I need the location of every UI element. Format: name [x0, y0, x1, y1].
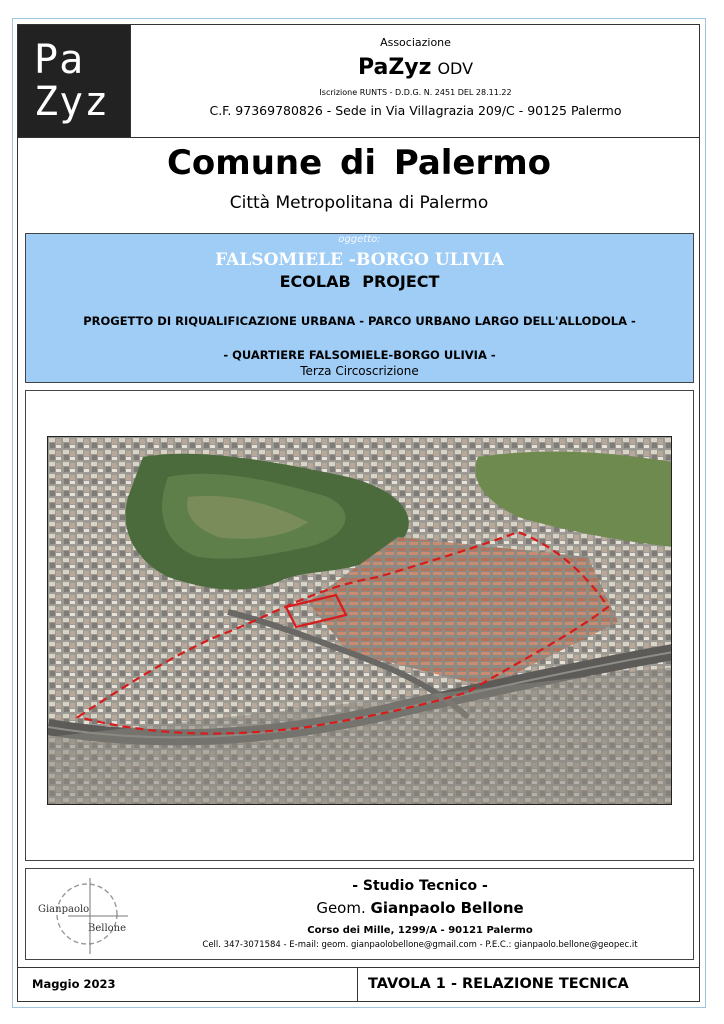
subject-box — [25, 233, 694, 383]
signature-logo — [32, 876, 132, 956]
association-label: Associazione — [380, 36, 451, 49]
footer-divider — [357, 967, 358, 1002]
aerial-photo-illustration — [48, 437, 672, 805]
fiscal-address-line: C.F. 97369780826 - Sede in Via Villagrazia 209/C - 90125 Palermo — [209, 103, 622, 118]
signature-line-2: Bellone — [88, 923, 127, 934]
footer-rule — [18, 967, 700, 968]
studio-heading: - Studio Tecnico - — [352, 878, 488, 894]
signature-stamp-icon — [32, 876, 132, 956]
signature-line-1: Gianpaolo — [38, 904, 90, 915]
owner-title: Geom. — [316, 899, 366, 917]
logo-line-2: Zyz — [34, 79, 110, 125]
document-title: Comune di Palermo — [166, 143, 552, 183]
project-name: ECOLAB PROJECT — [279, 272, 440, 291]
studio-contacts: Cell. 347-3071584 - E-mail: geom. gianpaolobellone@gmail.com - P.E.C.: gianpaolo.bellone@geopec.it — [202, 940, 638, 950]
org-suffix: ODV — [437, 59, 474, 78]
area-name: FALSOMIELE -BORGO ULIVIA — [215, 250, 504, 270]
studio-owner — [140, 899, 700, 917]
subject-label: oggetto: — [338, 234, 381, 245]
owner-name: Gianpaolo Bellone — [370, 899, 524, 917]
studio-address: Corso dei Mille, 1299/A - 90121 Palermo — [307, 925, 533, 936]
aerial-photo — [47, 436, 672, 805]
header-bottom-rule — [18, 137, 700, 138]
circoscrizione-label: Terza Circoscrizione — [300, 364, 419, 378]
sheet-title: TAVOLA 1 - RELAZIONE TECNICA — [368, 976, 629, 992]
district-name: - QUARTIERE FALSOMIELE-BORGO ULIVIA - — [223, 348, 496, 362]
org-name-text: PaZyz — [357, 55, 432, 80]
logo-line-1: Pa — [34, 37, 85, 83]
project-description: PROGETTO DI RIQUALIFICAZIONE URBANA - PARCO URBANO LARGO DELL'ALLODOLA - — [83, 314, 636, 328]
document-subtitle: Città Metropolitana di Palermo — [229, 193, 489, 213]
registration-text: Iscrizione RUNTS - D.D.G. N. 2451 DEL 28.11.22 — [319, 88, 512, 97]
pazyz-logo — [18, 25, 130, 138]
organization-name — [131, 55, 700, 80]
document-date: Maggio 2023 — [32, 977, 116, 991]
